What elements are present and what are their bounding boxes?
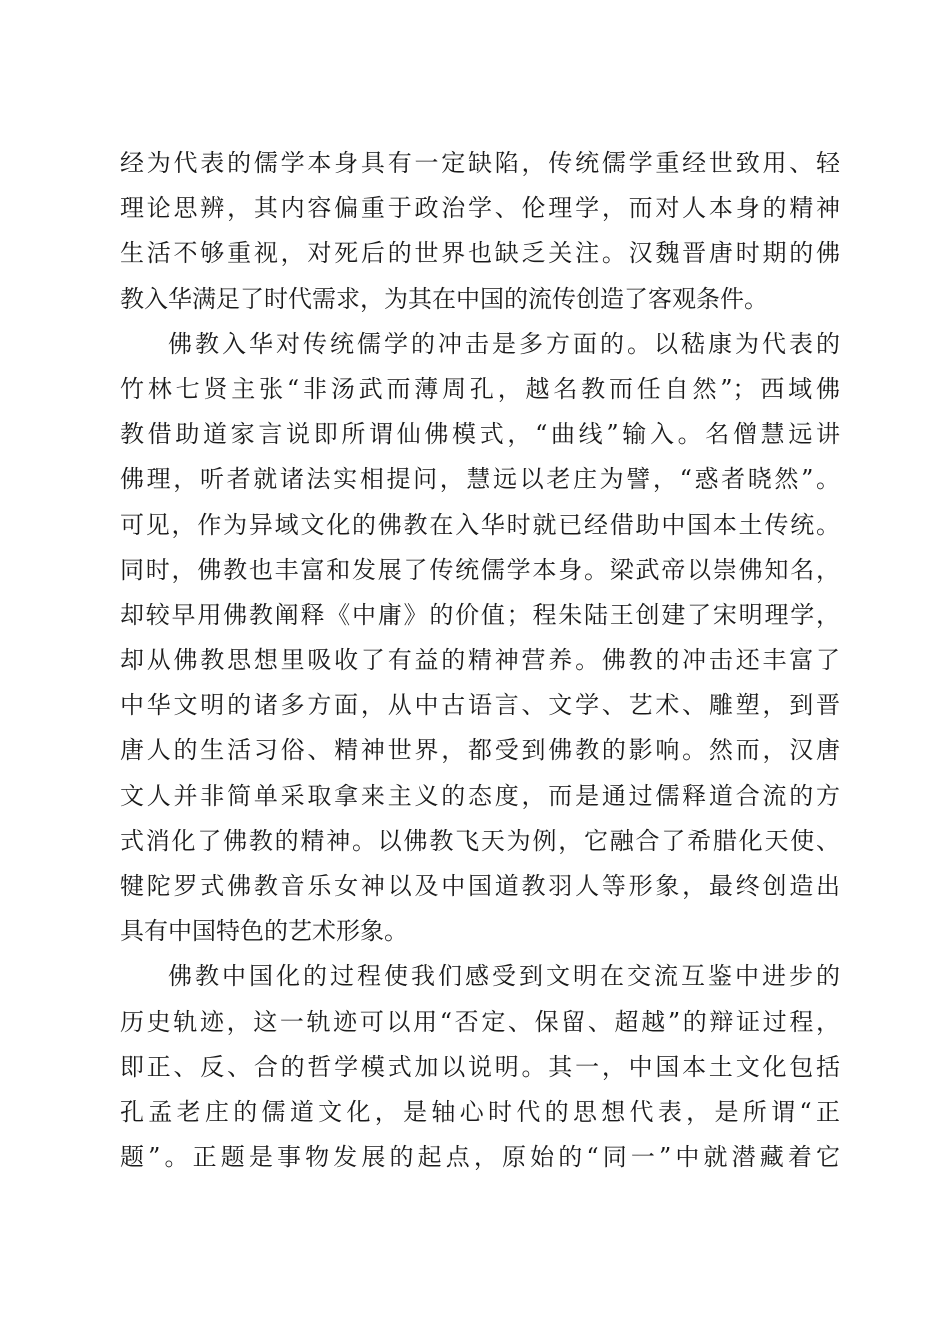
text-line: 教借助道家言说即所谓仙佛模式，“曲线”输入。名僧慧远讲: [120, 420, 840, 449]
text-line: 文人并非简单采取拿来主义的态度，而是通过儒释道合流的方: [120, 781, 840, 810]
text-line: 孔孟老庄的儒道文化，是轴心时代的思想代表，是所谓“正: [120, 1097, 840, 1126]
text-line: 却从佛教思想里吸收了有益的精神营养。佛教的冲击还丰富了: [120, 646, 840, 675]
text-line: 中华文明的诸多方面，从中古语言、文学、艺术、雕塑，到晋: [120, 691, 840, 720]
text-line: 同时，佛教也丰富和发展了传统儒学本身。梁武帝以崇佛知名，: [120, 555, 840, 584]
text-line: 即正、反、合的哲学模式加以说明。其一，中国本土文化包括: [120, 1052, 840, 1081]
body-text: [120, 141, 840, 1180]
text-line: 具有中国特色的艺术形象。: [120, 917, 408, 946]
text-line: 生活不够重视，对死后的世界也缺乏关注。汉魏晋唐时期的佛: [120, 239, 840, 268]
paragraph-3: [120, 954, 840, 1180]
text-line: 教入华满足了时代需求，为其在中国的流传创造了客观条件。: [120, 284, 768, 313]
text-line: 却较早用佛教阐释《中庸》的价值；程朱陆王创建了宋明理学，: [120, 600, 840, 629]
text-line: 佛理，听者就诸法实相提问，慧远以老庄为譬，“惑者晓然”。: [120, 465, 840, 494]
text-line: 可见，作为异域文化的佛教在入华时就已经借助中国本土传统。: [120, 510, 840, 539]
text-line: 经为代表的儒学本身具有一定缺陷，传统儒学重经世致用、轻: [120, 149, 840, 177]
text-line: 佛教中国化的过程使我们感受到文明在交流互鉴中进步的: [168, 962, 840, 991]
text-line: 式消化了佛教的精神。以佛教飞天为例，它融合了希腊化天使、: [120, 826, 840, 855]
paragraph-2: [120, 322, 840, 955]
text-line: 唐人的生活习俗、精神世界，都受到佛教的影响。然而，汉唐: [120, 736, 840, 765]
text-line: 竹林七贤主张“非汤武而薄周孔，越名教而任自然”；西域佛: [120, 374, 840, 403]
text-line: 佛教入华对传统儒学的冲击是多方面的。以嵇康为代表的: [168, 329, 840, 358]
text-line: 犍陀罗式佛教音乐女神以及中国道教羽人等形象，最终创造出: [120, 872, 840, 900]
text-line: 题”。正题是事物发展的起点，原始的“同一”中就潜藏着它: [120, 1143, 840, 1172]
paragraph-1: [120, 141, 840, 322]
text-line: 理论思辨，其内容偏重于政治学、伦理学，而对人本身的精神: [120, 194, 840, 223]
text-line: 历史轨迹，这一轨迹可以用“否定、保留、超越”的辩证过程，: [120, 1007, 840, 1036]
